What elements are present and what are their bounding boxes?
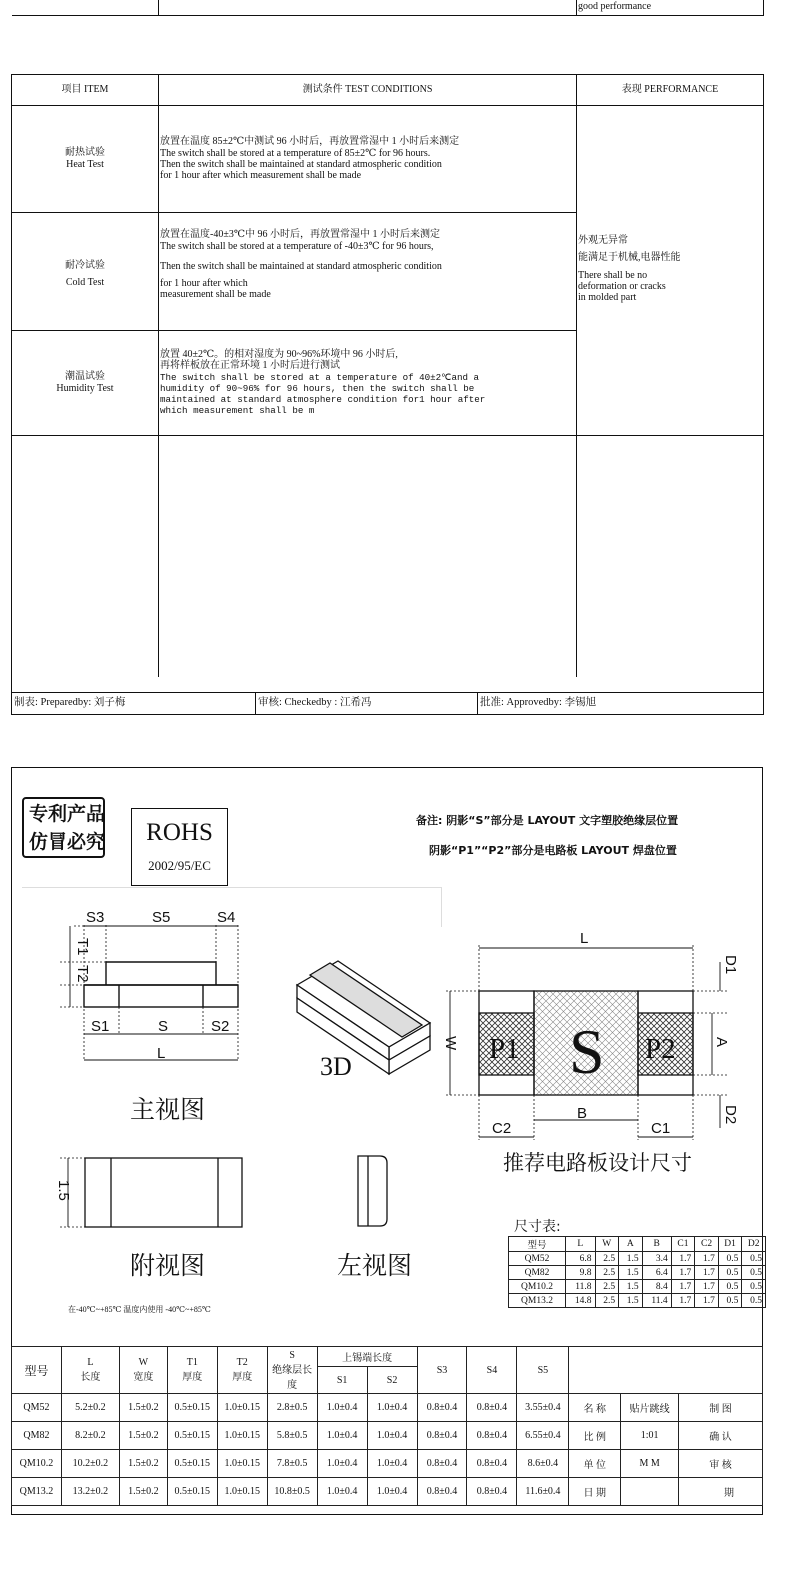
approved-by: 批准: Approvedby: 李锡旭 — [480, 697, 597, 708]
table-cell: QM10.2 — [12, 1450, 62, 1478]
table-cell: 0.8±0.4 — [467, 1478, 517, 1506]
table-cell: 8.6±0.4 — [517, 1450, 569, 1478]
header-conditions: 测试条件 TEST CONDITIONS — [302, 84, 433, 95]
front-view-title: 主视图 — [130, 1095, 206, 1124]
table-cell: L — [566, 1237, 596, 1252]
table-cell: 0.5 — [742, 1280, 766, 1294]
table-cell: 14.8 — [566, 1294, 596, 1308]
header-performance: 表现 PERFORMANCE — [621, 84, 719, 95]
heat-cond-line: Then the switch shall be maintained at standard atmospheric condition — [160, 159, 442, 170]
left-view-title: 左视图 — [337, 1251, 413, 1280]
bottom-view-title: 附视图 — [130, 1251, 206, 1280]
pcb-label: C1 — [651, 1120, 671, 1137]
table-cell: 1.0±0.4 — [367, 1422, 417, 1450]
side-view-dim: 1.5 — [55, 1180, 72, 1201]
table-cell: 1.0±0.4 — [317, 1422, 367, 1450]
h-s5: S5 — [517, 1347, 569, 1394]
table-cell: 1.0±0.4 — [317, 1450, 367, 1478]
table-cell: 1.5±0.2 — [119, 1422, 167, 1450]
pcb-label: D2 — [722, 1105, 739, 1125]
pcb-p2-label: P2 — [645, 1033, 676, 1065]
table-cell: 0.5±0.15 — [167, 1394, 217, 1422]
table-cell: 0.8±0.4 — [467, 1422, 517, 1450]
h-s2: S2 — [367, 1367, 417, 1394]
table-cell: 1.7 — [695, 1266, 719, 1280]
table-cell: 日 期 — [569, 1478, 621, 1506]
table-cell: A — [619, 1237, 643, 1252]
item-cold-cn: 耐冷试验 — [65, 260, 105, 271]
humidity-cond-line: which measurement shall be m — [160, 405, 315, 416]
table-row — [12, 1394, 763, 1422]
heat-cond-line: for 1 hour after which measurement shall be made — [160, 170, 362, 181]
table-cell: 1.0±0.15 — [217, 1394, 267, 1422]
humidity-cond-line: maintained at standard atmosphere condition for1 hour after — [160, 394, 486, 405]
table-cell: 1.7 — [695, 1252, 719, 1266]
table-row — [509, 1294, 766, 1308]
table-cell: 0.8±0.4 — [417, 1478, 467, 1506]
table-cell: 1.7 — [671, 1252, 695, 1266]
table-cell — [569, 1347, 763, 1394]
pcb-drawing — [442, 930, 739, 1140]
table-cell: 0.8±0.4 — [417, 1394, 467, 1422]
patent-line: 仿冒必究 — [29, 831, 106, 853]
table-row — [509, 1280, 766, 1294]
table-cell: QM13.2 — [12, 1478, 62, 1506]
table-cell: 1.0±0.4 — [367, 1450, 417, 1478]
spec-table — [11, 1346, 763, 1506]
table-cell — [621, 1478, 679, 1506]
humidity-cond-line: 再将样板放在正常环境 1 小时后进行测试 — [160, 360, 340, 371]
humidity-cond-line: 放置 40±2℃。的相对湿度为 90~96%环境中 96 小时后, — [160, 349, 398, 360]
item-heat-cn: 耐热试验 — [65, 147, 105, 158]
table-cell: QM82 — [12, 1422, 62, 1450]
table-cell: 1.5 — [619, 1280, 643, 1294]
humidity-cond-line: humidity of 90~96% for 96 hours, then the switch shall be — [160, 383, 475, 394]
table-cell: 名 称 — [569, 1394, 621, 1422]
performance-line: 能满足于机械,电器性能 — [578, 252, 681, 263]
table-cell: 13.2±0.2 — [61, 1478, 119, 1506]
table-cell: 1.7 — [695, 1280, 719, 1294]
table-cell: QM52 — [509, 1252, 566, 1266]
table-cell: 2.5 — [595, 1280, 619, 1294]
front-label: T1 — [74, 938, 91, 956]
table-cell: 单 位 — [569, 1450, 621, 1478]
table-cell: 1.5±0.2 — [119, 1450, 167, 1478]
pcb-p1-label: P1 — [489, 1033, 520, 1065]
table-cell: QM52 — [12, 1394, 62, 1422]
cold-cond-line: Then the switch shall be maintained at standard atmospheric condition — [160, 261, 442, 272]
table-cell: QM82 — [509, 1266, 566, 1280]
table-cell: 9.8 — [566, 1266, 596, 1280]
table-cell: 6.55±0.4 — [517, 1422, 569, 1450]
table-cell: 1.5 — [619, 1294, 643, 1308]
pcb-label: D1 — [722, 955, 739, 975]
pcb-title: 推荐电路板设计尺寸 — [503, 1151, 692, 1175]
front-label: L — [157, 1045, 166, 1062]
table-cell: 0.8±0.4 — [417, 1450, 467, 1478]
table-cell: 6.8 — [566, 1252, 596, 1266]
table-cell: 1.7 — [695, 1294, 719, 1308]
table-row — [509, 1237, 766, 1252]
table-cell: 1.7 — [671, 1280, 695, 1294]
checked-by: 审核: Checkedby : 江希冯 — [258, 697, 372, 708]
table-cell: 0.5 — [742, 1266, 766, 1280]
cold-cond-line: for 1 hour after which — [160, 278, 248, 289]
table-cell: 0.5±0.15 — [167, 1422, 217, 1450]
table-cell: 0.5±0.15 — [167, 1478, 217, 1506]
table-cell: 1.0±0.4 — [317, 1394, 367, 1422]
h-l: L 长度 — [61, 1347, 119, 1394]
h-solder: 上锡端长度 — [317, 1347, 417, 1367]
table-cell: 0.5 — [718, 1266, 742, 1280]
table-cell: 2.5 — [595, 1294, 619, 1308]
table-cell: 0.5 — [718, 1280, 742, 1294]
table-cell: 1.5±0.2 — [119, 1478, 167, 1506]
table-cell: 1.5 — [619, 1252, 643, 1266]
table-cell: 0.5 — [742, 1294, 766, 1308]
table-cell: 8.4 — [642, 1280, 671, 1294]
table-cell: 贴片跳线 — [621, 1394, 679, 1422]
table-cell: 0.5±0.15 — [167, 1450, 217, 1478]
front-label: S3 — [86, 909, 105, 926]
table-cell: 11.6±0.4 — [517, 1478, 569, 1506]
h-s: S 绝缘层长度 — [267, 1347, 317, 1394]
performance-line: in molded part — [578, 292, 637, 303]
h-model: 型号 — [12, 1347, 62, 1394]
table-cell: 0.5 — [742, 1252, 766, 1266]
header-item: 项目 ITEM — [61, 84, 109, 95]
dim-table-title: 尺寸表: — [514, 1219, 561, 1235]
table-cell: 5.8±0.5 — [267, 1422, 317, 1450]
pcb-label: L — [580, 930, 589, 947]
left-view-drawing — [358, 1156, 387, 1226]
table-cell: 7.8±0.5 — [267, 1450, 317, 1478]
h-s1: S1 — [317, 1367, 367, 1394]
h-s4: S4 — [467, 1347, 517, 1394]
h-t1: T1 厚度 — [167, 1347, 217, 1394]
table-cell: 5.2±0.2 — [61, 1394, 119, 1422]
item-humidity-cn: 潮温试验 — [65, 371, 105, 382]
table-cell: W — [595, 1237, 619, 1252]
table-cell: QM13.2 — [509, 1294, 566, 1308]
pcb-s-label: S — [569, 1016, 605, 1087]
humidity-cond-line: The switch shall be stored at a temperature of 40±2℃and a — [160, 372, 480, 383]
table-cell: 1.7 — [671, 1294, 695, 1308]
table-cell: B — [642, 1237, 671, 1252]
table-cell: 11.8 — [566, 1280, 596, 1294]
table-cell: 0.5 — [718, 1294, 742, 1308]
table-cell: 确 认 — [679, 1422, 763, 1450]
cold-cond-line: The switch shall be stored at a temperature of -40±3℃ for 96 hours, — [160, 241, 434, 252]
table-cell: 2.5 — [595, 1252, 619, 1266]
dimension-table — [508, 1236, 766, 1308]
front-label: S5 — [152, 909, 171, 926]
table-row — [12, 1478, 763, 1506]
table-cell: 1.0±0.4 — [367, 1478, 417, 1506]
patent-line: 专利产品 — [29, 803, 106, 825]
table-row — [12, 1347, 763, 1367]
table-cell: 1.0±0.15 — [217, 1450, 267, 1478]
table-cell: 0.8±0.4 — [417, 1422, 467, 1450]
prepared-by: 制表: Preparedby: 刘子梅 — [14, 697, 126, 708]
table-cell: 期 — [679, 1478, 763, 1506]
pcb-label: A — [713, 1037, 730, 1048]
performance-tail: good performance — [578, 1, 652, 12]
front-label: T2 — [74, 965, 91, 983]
bottom-view-drawing — [85, 1158, 242, 1227]
table-row — [12, 1450, 763, 1478]
item-humidity-en: Humidity Test — [56, 383, 114, 394]
table-cell: 0.5 — [718, 1252, 742, 1266]
table-cell: 10.2±0.2 — [61, 1450, 119, 1478]
h-s3: S3 — [417, 1347, 467, 1394]
table-cell: QM10.2 — [509, 1280, 566, 1294]
pcb-label: C2 — [492, 1120, 512, 1137]
table-cell: 6.4 — [642, 1266, 671, 1280]
table-row — [12, 1422, 763, 1450]
table-cell: 11.4 — [642, 1294, 671, 1308]
table-cell: 审 核 — [679, 1450, 763, 1478]
heat-cond-line: 放置在温度 85±2℃中测试 96 小时后，再放置常湿中 1 小时后来测定 — [160, 136, 460, 147]
item-cold-en: Cold Test — [65, 277, 105, 288]
table-cell: 型号 — [509, 1237, 566, 1252]
table-cell: 比 例 — [569, 1422, 621, 1450]
table-cell: 2.8±0.5 — [267, 1394, 317, 1422]
heat-cond-line: The switch shall be stored at a temperature of 85±2℃ for 96 hours. — [160, 148, 431, 159]
table-cell: 2.5 — [595, 1266, 619, 1280]
cold-cond-line: measurement shall be made — [160, 289, 271, 300]
table-cell: 1.5 — [619, 1266, 643, 1280]
h-t2: T2 厚度 — [217, 1347, 267, 1394]
table-row — [509, 1252, 766, 1266]
rohs-label: ROHS — [146, 819, 213, 846]
table-cell: 1.0±0.4 — [367, 1394, 417, 1422]
pcb-label: W — [442, 1036, 459, 1051]
performance-line: 外观无异常 — [578, 235, 628, 246]
front-label: S4 — [217, 909, 236, 926]
front-label: S1 — [91, 1018, 110, 1035]
table-cell: 10.8±0.5 — [267, 1478, 317, 1506]
table-cell: 1.0±0.4 — [317, 1478, 367, 1506]
label-3d: 3D — [320, 1052, 352, 1081]
front-label: S2 — [211, 1018, 230, 1035]
performance-line: There shall be no — [578, 270, 648, 281]
table-cell: 1.5±0.2 — [119, 1394, 167, 1422]
note-line: 阴影“P1”“P2”部分是电路板 LAYOUT 焊盘位置 — [429, 844, 677, 857]
h-w: W 宽度 — [119, 1347, 167, 1394]
table-cell: 3.55±0.4 — [517, 1394, 569, 1422]
table-cell: 3.4 — [642, 1252, 671, 1266]
cold-cond-line: 放置在温度-40±3℃中 96 小时后，再放置常湿中 1 小时后来测定 — [160, 229, 441, 240]
table-cell: C1 — [671, 1237, 695, 1252]
table-cell: 1:01 — [621, 1422, 679, 1450]
table-cell: M M — [621, 1450, 679, 1478]
front-label: S — [158, 1018, 169, 1035]
table-cell: D2 — [742, 1237, 766, 1252]
performance-line: deformation or cracks — [578, 281, 666, 292]
table-cell: 1.0±0.15 — [217, 1422, 267, 1450]
table-cell: D1 — [718, 1237, 742, 1252]
table-row — [509, 1266, 766, 1280]
table-cell: 8.2±0.2 — [61, 1422, 119, 1450]
front-view-drawing — [84, 962, 238, 1007]
table-cell: 0.8±0.4 — [467, 1394, 517, 1422]
table-cell: 0.8±0.4 — [467, 1450, 517, 1478]
3d-drawing — [297, 961, 430, 1074]
table-cell: 1.7 — [671, 1266, 695, 1280]
rohs-code: 2002/95/EC — [148, 858, 211, 873]
temp-note: 在-40℃~+85℃ 温度内使用 -40℃~+85℃ — [68, 1305, 211, 1314]
note-line: 备注: 阴影“S”部分是 LAYOUT 文字塑胶绝缘层位置 — [416, 814, 679, 827]
item-heat-en: Heat Test — [66, 159, 104, 170]
table-cell: 1.0±0.15 — [217, 1478, 267, 1506]
table-cell: C2 — [695, 1237, 719, 1252]
table-cell: 制 图 — [679, 1394, 763, 1422]
pcb-label: B — [577, 1105, 588, 1122]
